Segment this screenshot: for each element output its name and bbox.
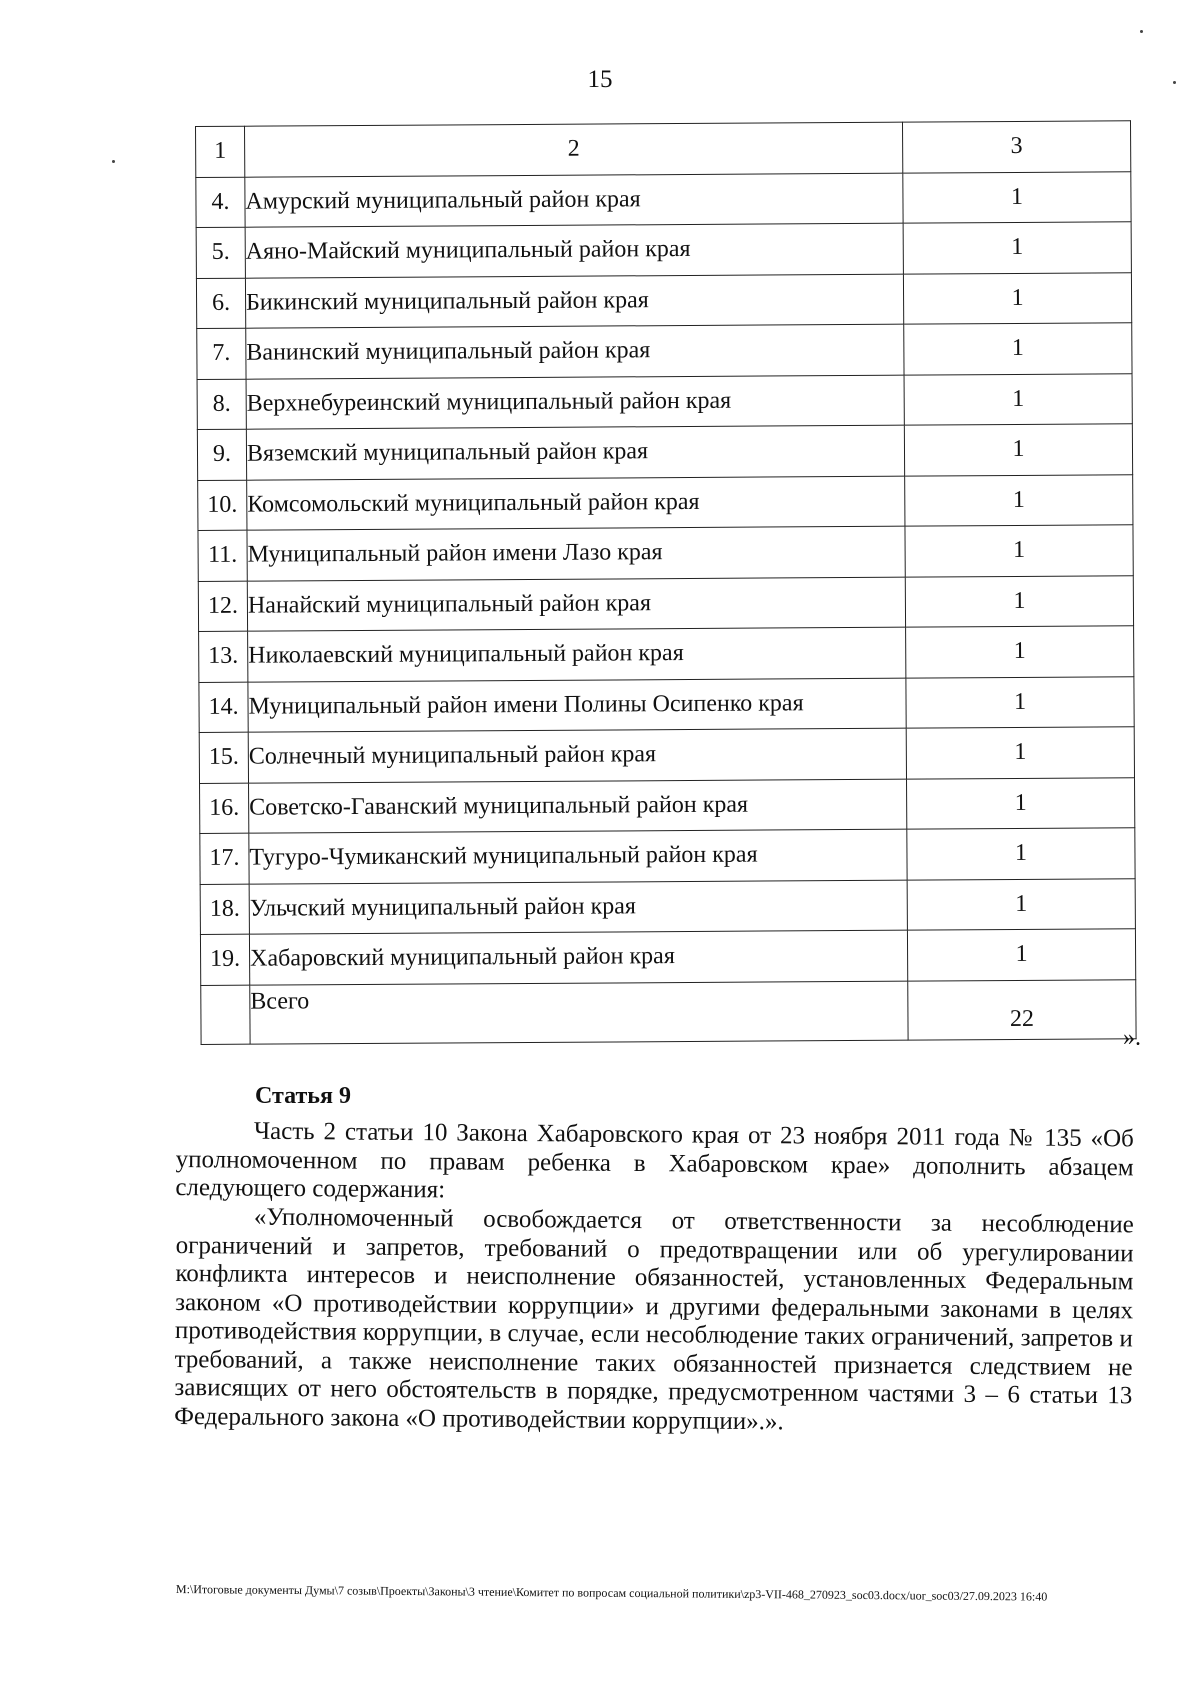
- row-number: 6.: [196, 278, 245, 329]
- row-number: 4.: [196, 177, 245, 228]
- table-row: [198, 525, 1133, 581]
- district-name: Нанайский муниципальный район края: [247, 577, 905, 632]
- table-row: [196, 222, 1131, 278]
- total-value: 22: [908, 979, 1136, 1039]
- row-number: 5.: [196, 227, 245, 278]
- table-row: [199, 676, 1134, 732]
- table-row: [200, 878, 1135, 934]
- table-row: [197, 373, 1132, 429]
- table-header-row: [196, 121, 1131, 177]
- row-number: 11.: [198, 530, 247, 581]
- row-number: 10.: [198, 480, 247, 531]
- district-name: Ульчский муниципальный район края: [249, 880, 907, 935]
- district-name: Солнечный муниципальный район края: [248, 728, 906, 783]
- footer-file-path: M:\Итоговые документы Думы\7 созыв\Проекты\Законы\3 чтение\Комитет по вопросам социальной политики\zp3-VII-468_270923_soc03.docx/uor_soc03/27.09.2023 16:40: [175, 1582, 1048, 1604]
- district-value: 1: [907, 929, 1135, 981]
- row-number: 9.: [197, 429, 246, 480]
- district-name: Аяно-Майский муниципальный район края: [245, 223, 903, 278]
- district-name: Муниципальный район имени Лазо края: [247, 526, 905, 581]
- district-name: Тугуро-Чумиканский муниципальный район края: [249, 829, 907, 884]
- article-paragraph-1: [175, 1117, 1134, 1211]
- row-number: 7.: [197, 328, 246, 379]
- district-value: 1: [907, 777, 1135, 829]
- district-value: 1: [907, 878, 1135, 930]
- district-name: Амурский муниципальный район края: [245, 173, 903, 228]
- table-row: [196, 171, 1131, 227]
- district-name: Вяземский муниципальный район края: [246, 425, 904, 480]
- header-col-3: 3: [902, 121, 1130, 173]
- table-row: [199, 626, 1134, 682]
- article-title: Статья 9: [255, 1083, 351, 1109]
- district-value: 1: [904, 373, 1132, 425]
- district-name: Хабаровский муниципальный район края: [249, 930, 907, 985]
- table-row: [198, 575, 1133, 631]
- row-number: 19.: [200, 934, 249, 985]
- district-name: Ванинский муниципальный район края: [246, 324, 904, 379]
- district-value: 1: [906, 626, 1134, 678]
- district-value: 1: [903, 222, 1131, 274]
- district-value: 1: [904, 323, 1132, 375]
- scan-speck: [1140, 30, 1143, 33]
- district-name: Верхнебуреинский муниципальный район края: [246, 375, 904, 430]
- district-name: Муниципальный район имени Полины Осипенко края: [248, 678, 906, 733]
- row-number: 13.: [199, 631, 248, 682]
- district-value: 1: [903, 171, 1131, 223]
- row-number: 18.: [200, 884, 249, 935]
- closing-quote: ».: [1123, 1025, 1141, 1051]
- header-col-1: 1: [196, 126, 245, 177]
- scan-speck: [112, 160, 115, 163]
- page-number: 15: [587, 66, 613, 93]
- total-label: Всего: [250, 981, 908, 1044]
- district-value: 1: [903, 272, 1131, 324]
- district-value: 1: [904, 424, 1132, 476]
- district-name: Советско-Гаванский муниципальный район края: [249, 779, 907, 834]
- scan-speck: [1173, 81, 1176, 84]
- table-row: [197, 424, 1132, 480]
- row-number: 12.: [198, 581, 247, 632]
- article-paragraph-2: [174, 1203, 1134, 1439]
- row-number: 14.: [199, 682, 248, 733]
- district-value: 1: [905, 474, 1133, 526]
- table-row: [196, 272, 1131, 328]
- district-value: 1: [906, 727, 1134, 779]
- row-number: 15.: [199, 732, 248, 783]
- district-value: 1: [905, 575, 1133, 627]
- table-row: [200, 777, 1135, 833]
- district-value: 1: [906, 676, 1134, 728]
- district-value: 1: [905, 525, 1133, 577]
- row-number: 8.: [197, 379, 246, 430]
- table-row: [200, 929, 1135, 985]
- district-name: Бикинский муниципальный район края: [245, 274, 903, 329]
- districts-table: [195, 120, 1137, 1044]
- table-row: [199, 727, 1134, 783]
- header-col-2: 2: [245, 122, 903, 177]
- district-name: Николаевский муниципальный район края: [248, 627, 906, 682]
- article-paragraph-2-text: «Уполномоченный освобождается от ответственности за несоблюдение ограничений и запретов, требований о предотвращении или об урегулировании конфликта интересов и неисполнение обязанностей, установленных Федеральным законом «О противодействии коррупции» и другими федеральными законами в целях противодействия коррупции, в случае, если несоблюдение таких ограничений, запретов и требований, а также неисполнение таких обязанностей признается следствием не зависящих от него обстоятельств в порядке, предусмотренном частями 3 – 6 статьи 13 Федерального закона «О противодействии коррупции».».: [174, 1203, 1134, 1435]
- table-row: [198, 474, 1133, 530]
- row-number: 17.: [200, 833, 249, 884]
- total-empty-cell: [201, 985, 250, 1044]
- table-row: [200, 828, 1135, 884]
- article-paragraph-1-text: Часть 2 статьи 10 Закона Хабаровского края от 23 ноября 2011 года № 135 «Об уполномоченном по правам ребенка в Хабаровском крае» дополнить абзацем следующего содержания:: [175, 1117, 1134, 1204]
- row-number: 16.: [200, 783, 249, 834]
- district-name: Комсомольский муниципальный район края: [247, 476, 905, 531]
- total-row: [201, 979, 1136, 1044]
- table-row: [197, 323, 1132, 379]
- district-value: 1: [907, 828, 1135, 880]
